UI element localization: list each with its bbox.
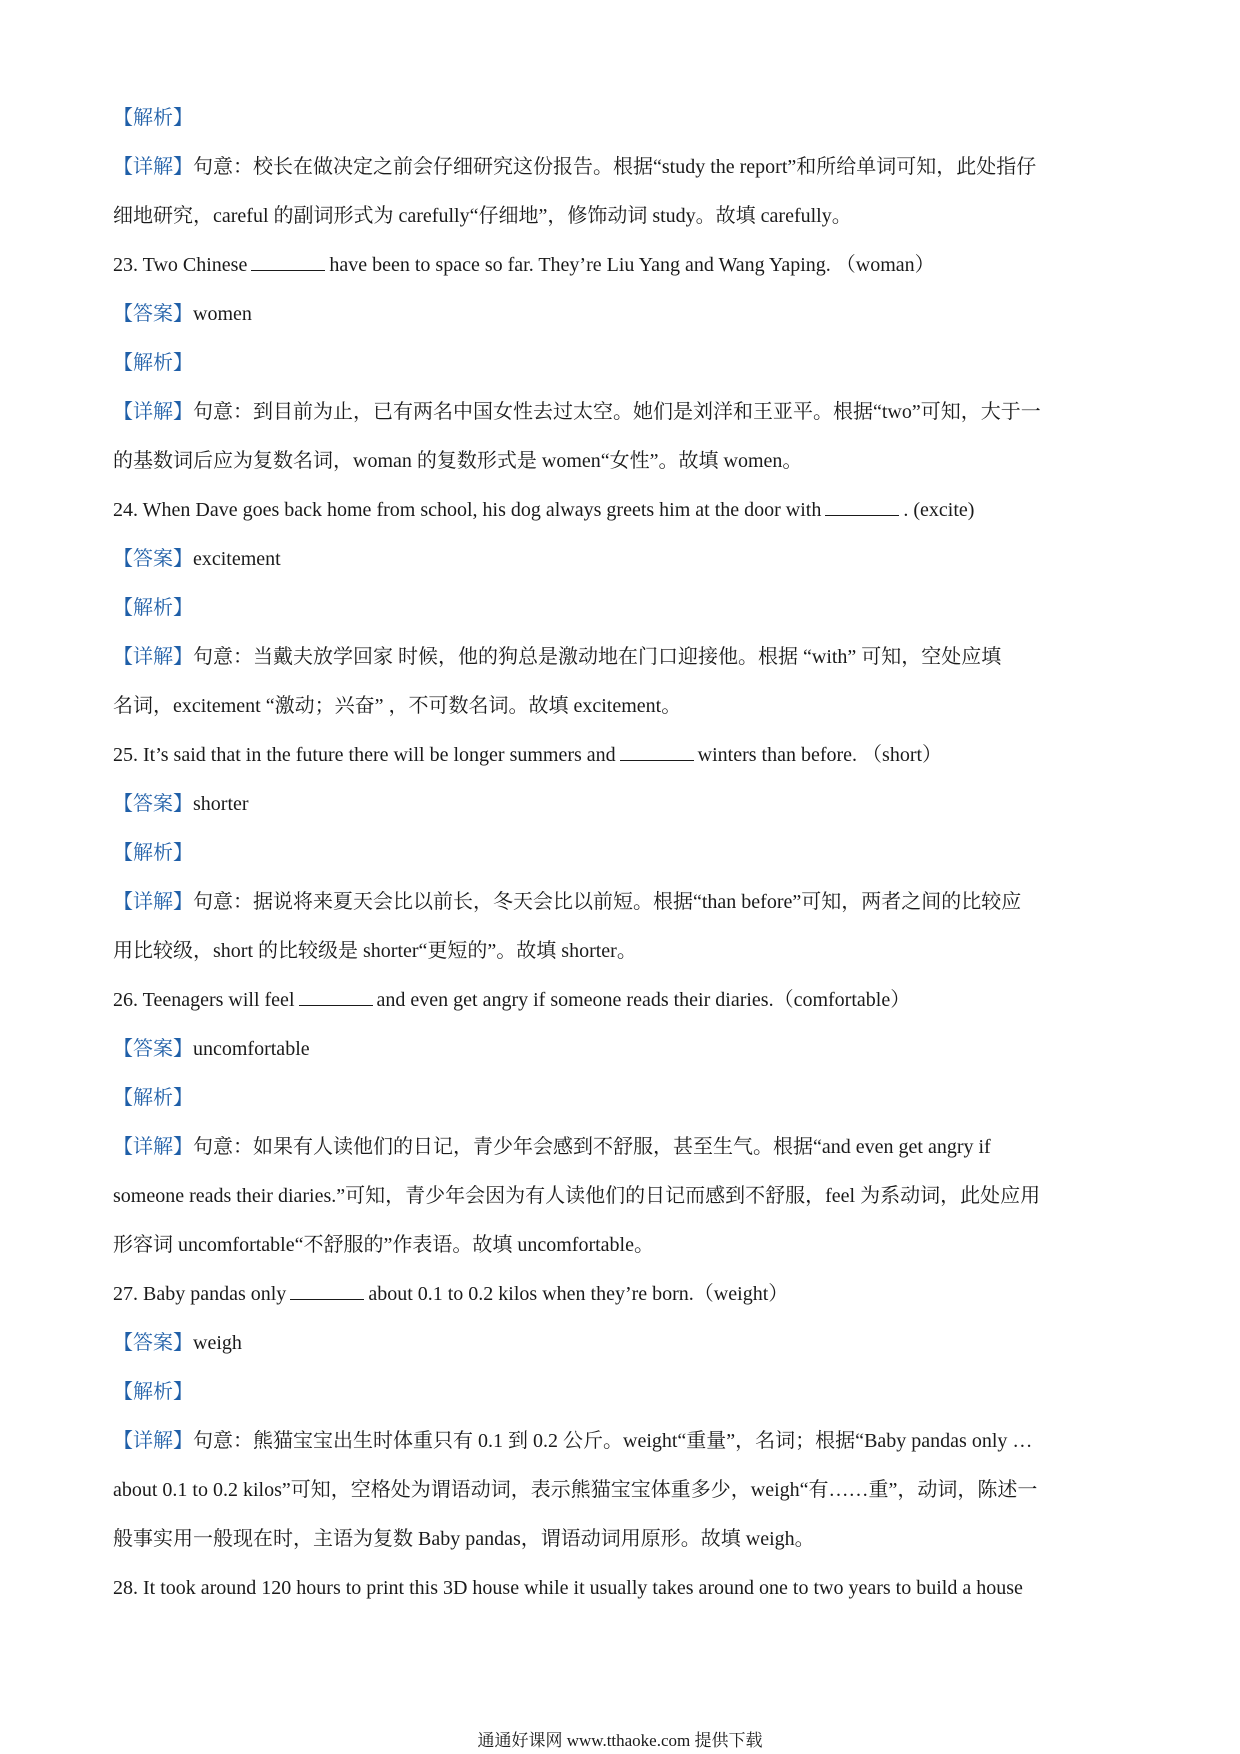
detail-text: 句意：如果有人读他们的日记，青少年会感到不舒服，甚至生气。根据“and even get angry if xyxy=(193,1136,991,1158)
answer-text: shorter xyxy=(193,793,249,815)
answer-blank xyxy=(290,1283,364,1300)
answer-label: 【答案】 xyxy=(113,303,193,325)
detail-line xyxy=(113,1172,1135,1221)
detail-line xyxy=(113,143,1135,192)
answer-line xyxy=(113,290,1135,339)
analysis-label-line xyxy=(113,584,1135,633)
analysis-label: 【解析】 xyxy=(113,1087,193,1109)
answer-blank xyxy=(251,254,325,271)
analysis-label-line xyxy=(113,829,1135,878)
detail-label: 【详解】 xyxy=(113,156,193,178)
detail-label: 【详解】 xyxy=(113,401,193,423)
detail-line xyxy=(113,633,1135,682)
question-text: 23. Two Chinese xyxy=(113,254,248,276)
detail-text: 用比较级，short 的比较级是 shorter“更短的”。故填 shorter。 xyxy=(113,940,637,962)
answer-line xyxy=(113,535,1135,584)
answer-label: 【答案】 xyxy=(113,1332,193,1354)
answer-text: women xyxy=(193,303,252,325)
detail-line xyxy=(113,437,1135,486)
question-23 xyxy=(113,241,1135,290)
detail-text: someone reads their diaries.”可知，青少年会因为有人读他们的日记而感到不舒服，feel 为系动词，此处应用 xyxy=(113,1185,1041,1207)
answer-text: excitement xyxy=(193,548,281,570)
answer-text: uncomfortable xyxy=(193,1038,310,1060)
question-24 xyxy=(113,486,1135,535)
question-27 xyxy=(113,1270,1135,1319)
detail-line xyxy=(113,878,1135,927)
detail-text: 的基数词后应为复数名词，woman 的复数形式是 women“女性”。故填 women。 xyxy=(113,450,803,472)
analysis-label: 【解析】 xyxy=(113,1381,193,1403)
question-28 xyxy=(113,1564,1135,1613)
analysis-label-line xyxy=(113,1074,1135,1123)
detail-line xyxy=(113,1515,1135,1564)
answer-label: 【答案】 xyxy=(113,793,193,815)
page-footer: 通通好课网 www.tthaoke.com 提供下载 xyxy=(477,1731,763,1750)
detail-line xyxy=(113,1466,1135,1515)
question-text: winters than before. （short） xyxy=(697,744,943,766)
analysis-label: 【解析】 xyxy=(113,597,193,619)
answer-blank xyxy=(299,989,373,1006)
question-text: . (excite) xyxy=(903,499,975,521)
detail-text: 句意：熊猫宝宝出生时体重只有 0.1 到 0.2 公斤。weight“重量”，名词；根据“Baby pandas only … xyxy=(193,1430,1033,1452)
question-25 xyxy=(113,731,1135,780)
detail-label: 【详解】 xyxy=(113,1136,193,1158)
question-text: have been to space so far. They’re Liu Yang and Wang Yaping. （woman） xyxy=(329,254,935,276)
page-content xyxy=(113,94,1135,1613)
detail-text: 形容词 uncomfortable“不舒服的”作表语。故填 uncomfortable。 xyxy=(113,1234,654,1256)
question-text: 26. Teenagers will feel xyxy=(113,989,295,1011)
question-26 xyxy=(113,976,1135,1025)
question-text: 25. It’s said that in the future there will be longer summers and xyxy=(113,744,616,766)
detail-label: 【详解】 xyxy=(113,891,193,913)
detail-line xyxy=(113,682,1135,731)
answer-text: weigh xyxy=(193,1332,242,1354)
detail-text: 句意：当戴夫放学回家 时候，他的狗总是激动地在门口迎接他。根据 “with” 可知，空处应填 xyxy=(193,646,1002,668)
detail-text: 般事实用一般现在时，主语为复数 Baby pandas，谓语动词用原形。故填 weigh。 xyxy=(113,1528,815,1550)
detail-text: 名词，excitement “激动；兴奋” ，不可数名词。故填 excitement。 xyxy=(113,695,682,717)
answer-line xyxy=(113,780,1135,829)
analysis-label: 【解析】 xyxy=(113,352,193,374)
answer-label: 【答案】 xyxy=(113,548,193,570)
detail-text: 句意：到目前为止，已有两名中国女性去过太空。她们是刘洋和王亚平。根据“two”可知，大于一 xyxy=(193,401,1041,423)
answer-blank xyxy=(825,499,899,516)
detail-line xyxy=(113,192,1135,241)
detail-text: 细地研究，careful 的副词形式为 carefully“仔细地”，修饰动词 study。故填 carefully。 xyxy=(113,205,852,227)
analysis-label: 【解析】 xyxy=(113,107,193,129)
detail-line xyxy=(113,388,1135,437)
answer-line xyxy=(113,1319,1135,1368)
answer-line xyxy=(113,1025,1135,1074)
detail-label: 【详解】 xyxy=(113,1430,193,1452)
analysis-label-line xyxy=(113,339,1135,388)
question-text: about 0.1 to 0.2 kilos when they’re born.（weight） xyxy=(368,1283,789,1305)
detail-line xyxy=(113,1123,1135,1172)
question-text: 28. It took around 120 hours to print this 3D house while it usually takes around one to two years to build a house xyxy=(113,1577,1023,1599)
detail-text: 句意：校长在做决定之前会仔细研究这份报告。根据“study the report”和所给单词可知，此处指仔 xyxy=(193,156,1037,178)
question-text: and even get angry if someone reads their diaries.（comfortable） xyxy=(376,989,911,1011)
question-text: 24. When Dave goes back home from school, his dog always greets him at the door with xyxy=(113,499,822,521)
answer-label: 【答案】 xyxy=(113,1038,193,1060)
analysis-label-line xyxy=(113,94,1135,143)
detail-line xyxy=(113,1417,1135,1466)
question-text: 27. Baby pandas only xyxy=(113,1283,287,1305)
answer-blank xyxy=(620,744,694,761)
detail-label: 【详解】 xyxy=(113,646,193,668)
detail-text: 句意：据说将来夏天会比以前长，冬天会比以前短。根据“than before”可知，两者之间的比较应 xyxy=(193,891,1022,913)
detail-line xyxy=(113,1221,1135,1270)
detail-text: about 0.1 to 0.2 kilos”可知，空格处为谓语动词，表示熊猫宝宝体重多少，weigh“有……重”，动词，陈述一 xyxy=(113,1479,1038,1501)
analysis-label-line xyxy=(113,1368,1135,1417)
detail-line xyxy=(113,927,1135,976)
analysis-label: 【解析】 xyxy=(113,842,193,864)
